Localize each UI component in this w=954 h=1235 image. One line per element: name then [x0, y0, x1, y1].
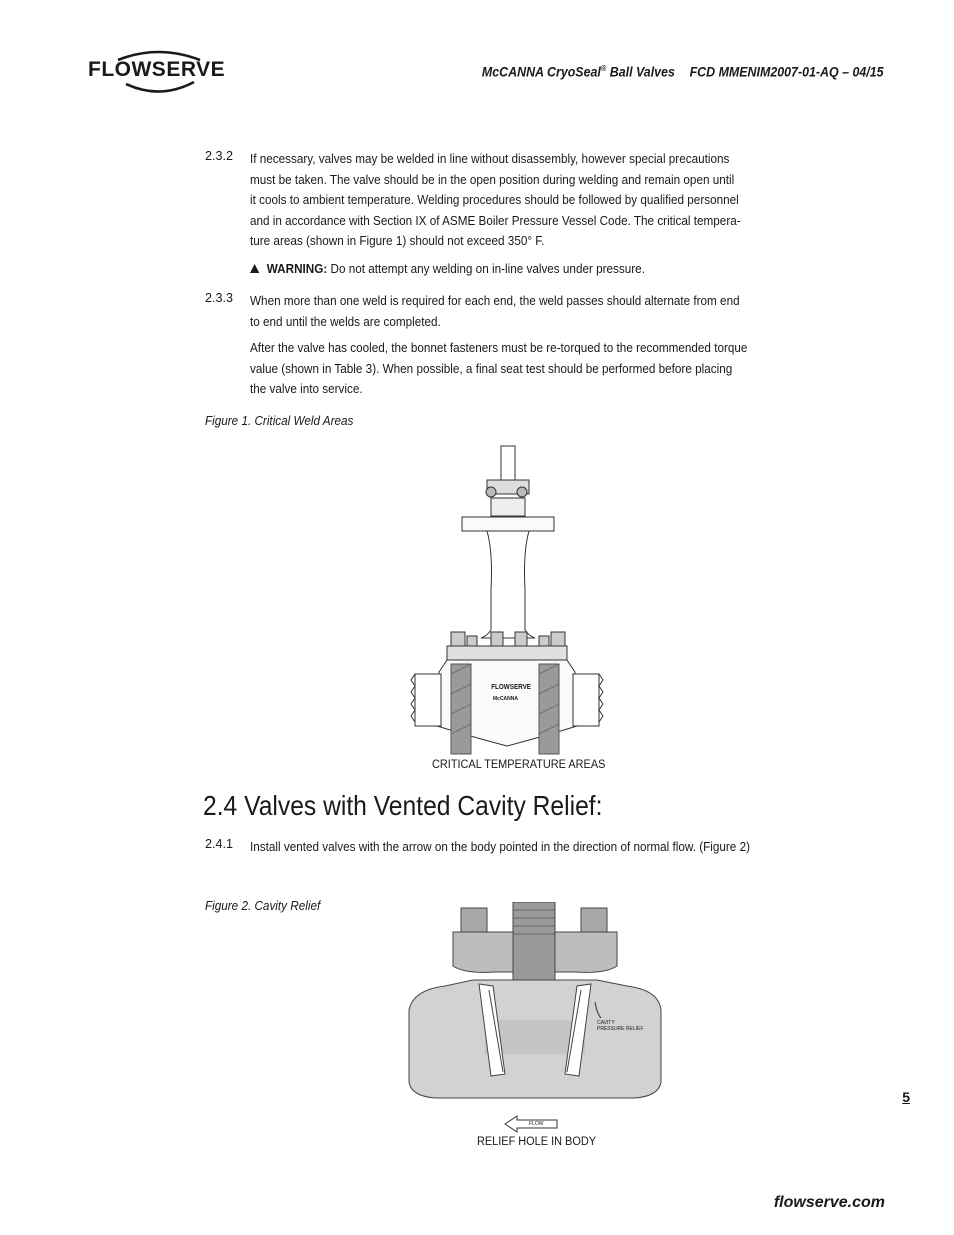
body-logo: FLOWSERVE — [491, 684, 532, 691]
paragraph-line: After the valve has cooled, the bonnet fasteners must be re-torqued to the recommended torque — [250, 341, 748, 355]
valve-cross-section-icon — [405, 440, 605, 770]
figure-2-caption: Figure 2. Cavity Relief — [205, 899, 321, 913]
logo-text: FLOWSERVE — [88, 58, 226, 81]
warning-label: WARNING: — [266, 262, 328, 276]
paragraph-line: the valve into service. — [250, 382, 363, 396]
paragraph-2-4-1: Install vented valves with the arrow on the body pointed in the direction of normal flow. (Figure 2) — [250, 840, 750, 854]
product-suffix: Ball Valves — [606, 64, 676, 80]
paragraph-line: it cools to ambient temperature. Welding procedures should be followed by qualified personnel — [250, 193, 739, 207]
paragraph-line: value (shown in Table 3). When possible, a final seat test should be performed before placing — [250, 361, 733, 376]
warning-text: Do not attempt any welding on in-line valves under pressure. — [327, 262, 645, 276]
paragraph-line: must be taken. The valve should be in the open position during welding and remain open until — [250, 172, 735, 187]
section-number-2-3-2: 2.3.2 — [205, 149, 234, 163]
figure-2-cavity-drawing — [405, 902, 665, 1154]
section-number-2-4-1: 2.4.1 — [205, 837, 234, 851]
figure-1-valve-drawing — [405, 440, 605, 770]
paragraph-2-3-3-followup — [250, 338, 771, 400]
paragraph-line: If necessary, valves may be welded in line without disassembly, however special precautions — [250, 152, 730, 166]
callout-line: CAVITY — [597, 1020, 615, 1026]
paragraph-line: and in accordance with Section IX of ASME Boiler Pressure Vessel Code. The critical tempera- — [250, 213, 741, 228]
critical-areas-label: CRITICAL TEMPERATURE AREAS — [432, 759, 606, 771]
cavity-relief-callout — [597, 1020, 643, 1032]
footer-website[interactable]: flowserve.com — [773, 1194, 885, 1211]
flowserve-logo — [88, 46, 228, 96]
body-sublogo: McCANNA — [493, 696, 518, 702]
section-number-2-3-3: 2.3.3 — [205, 291, 234, 305]
paragraph-line: ture areas (shown in Figure 1) should not exceed 350° F. — [250, 234, 545, 248]
figure-1-caption: Figure 1. Critical Weld Areas — [205, 414, 354, 428]
paragraph-line: When more than one weld is required for each end, the weld passes should alternate from end — [250, 294, 740, 308]
paragraph-2-3-2 — [250, 149, 771, 252]
flow-arrow-label: FLOW — [529, 1121, 544, 1127]
header-title — [482, 64, 884, 80]
warning-icon — [250, 259, 259, 280]
product-name: McCANNA CryoSeal — [482, 64, 602, 80]
callout-line: PRESSURE RELIEF — [597, 1026, 644, 1032]
paragraph-line: to end until the welds are completed. — [250, 314, 441, 329]
warning-note — [250, 259, 771, 280]
page-number: 5 — [902, 1089, 910, 1105]
registered-mark: ® — [601, 64, 607, 73]
document-code: FCD MMENIM2007-01-AQ – 04/15 — [690, 64, 884, 80]
section-heading-2-4: 2.4 Valves with Vented Cavity Relief: — [203, 790, 603, 821]
relief-hole-label: RELIEF HOLE IN BODY — [477, 1136, 597, 1148]
paragraph-2-3-3 — [250, 291, 771, 332]
